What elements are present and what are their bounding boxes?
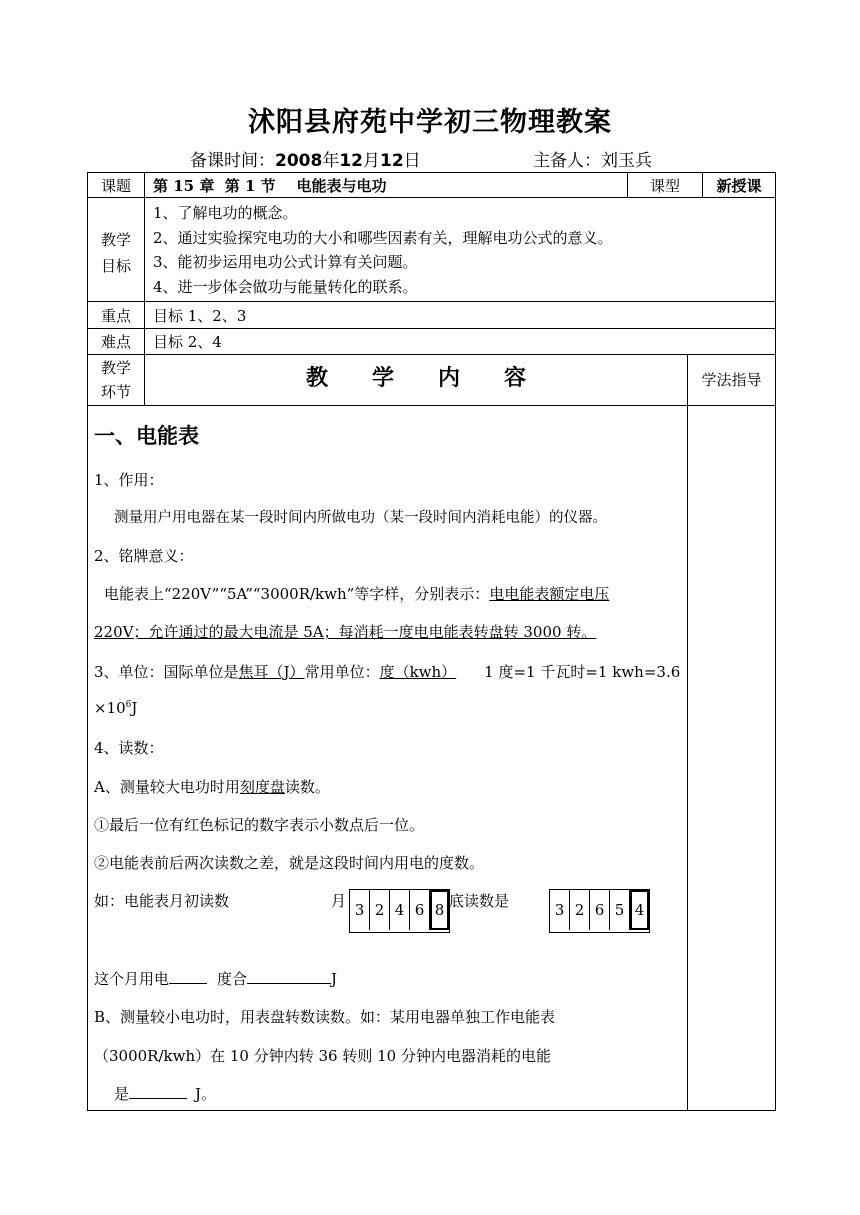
text-run: ×10 [94, 699, 126, 717]
content-header: 教 学 内 容 [305, 366, 526, 391]
prep-month: 12 [339, 151, 363, 171]
meter-digit: 2 [370, 890, 390, 930]
meter-digit: 2 [570, 890, 590, 930]
topic-label: 课题 [100, 177, 131, 195]
answer-blank [169, 983, 207, 984]
meter-reading-start [349, 889, 450, 933]
stage-label [88, 356, 144, 404]
meter-digit: 3 [350, 890, 370, 930]
underlined-answer: 刻度盘 [239, 778, 285, 796]
prep-time [190, 146, 421, 171]
meter-reading-end [549, 889, 650, 933]
page-title: 沭阳县府苑中学初三物理教案 [248, 107, 612, 138]
content-paragraph [94, 661, 680, 682]
meter-digit: 6 [590, 890, 610, 930]
type-label: 课型 [649, 177, 680, 195]
prep-year: 2008 [275, 151, 323, 171]
text-run: J [331, 970, 338, 988]
underlined-answer: 焦耳（J） [238, 663, 305, 681]
text-run: 3、单位：国际单位是 [94, 663, 239, 681]
answer-blank [247, 983, 331, 984]
table-rule [87, 328, 776, 329]
method-header: 学法指导 [701, 371, 762, 389]
table-rule [687, 354, 688, 1111]
text-run: 常用单位： [304, 663, 380, 681]
exponent: 6 [125, 700, 132, 710]
meter-digit: 4 [390, 890, 410, 930]
text-run: 电能表上“220V”“5A”“3000R/kwh”等字样，分别表示： [104, 585, 490, 603]
content-paragraph [104, 583, 609, 604]
goal-item: 3、能初步运用电功公式计算有关问题。 [153, 253, 418, 271]
goal-item: 2、通过实验探究电功的大小和哪些因素有关，理解电功公式的意义。 [153, 228, 613, 247]
content-paragraph: 测量用户用电器在某一段时间内所做电功（某一段时间内消耗电能）的仪器。 [114, 510, 607, 526]
prep-year-char: 年 [322, 151, 340, 171]
content-paragraph: B、测量较小电功时，用表盘转数读数。如：某用电器单独工作电能表 [94, 1008, 556, 1026]
underlined-answer: 电电能表额定电压 [489, 585, 610, 603]
type-value: 新授课 [716, 177, 762, 195]
goals-label-line: 目标 [100, 257, 131, 275]
meter-digit: 6 [410, 890, 430, 930]
text-run: A、测量较大电功时用 [94, 778, 240, 796]
underlined-answer: 度（kwh） [379, 663, 457, 681]
text-run: J [131, 699, 138, 717]
content-paragraph: 4、读数： [94, 739, 164, 757]
content-paragraph: 2、铭牌意义： [94, 547, 194, 565]
section-title: 一、电能表 [94, 424, 199, 448]
table-rule [87, 405, 776, 406]
key-value: 目标 1、2、3 [153, 307, 247, 325]
content-paragraph: ①最后一位有红色标记的数字表示小数点后一位。 [94, 816, 425, 834]
difficult-label: 难点 [100, 333, 131, 351]
stage-label-line: 教学 [100, 359, 131, 377]
meter-digit: 5 [610, 890, 630, 930]
preparer: 主备人：刘玉兵 [533, 151, 652, 171]
content-paragraph: 底读数是 [449, 892, 510, 910]
meter-digit: 3 [550, 890, 570, 930]
stage-label-line: 环节 [100, 383, 131, 401]
content-paragraph: （3000R/kwh）在 10 分钟内转 36 转则 10 分钟内电器消耗的电能 [94, 1047, 551, 1065]
prep-day-char: 日 [403, 151, 421, 171]
text-run: 1 度=1 千瓦时=1 kwh=3.6 [484, 663, 681, 681]
key-label: 重点 [100, 307, 131, 325]
content-paragraph [94, 776, 330, 797]
content-paragraph: 如：电能表月初读数 [94, 892, 230, 910]
content-paragraph: ②电能表前后两次读数之差，就是这段时间内用电的度数。 [94, 854, 485, 872]
topic-value: 第 15 章 第 1 节 电能表与电功 [153, 177, 387, 195]
text-run: 这个月用电 [94, 970, 170, 988]
goal-item: 1、了解电功的概念。 [153, 204, 298, 222]
text-run: J。 [195, 1085, 217, 1103]
content-paragraph [94, 968, 337, 989]
table-rule [87, 354, 776, 355]
table-rule [87, 301, 776, 302]
answer-blank [129, 1098, 187, 1099]
prep-time-label: 备课时间： [190, 151, 275, 171]
goals-list [153, 201, 613, 299]
text-run: 度合 [217, 970, 248, 988]
content-paragraph: 月 [331, 892, 347, 910]
content-paragraph: 1、作用： [94, 471, 164, 489]
text-run: 读数。 [284, 778, 330, 796]
prep-month-char: 月 [363, 151, 380, 171]
meter-digit-decimal: 8 [430, 890, 449, 930]
meter-digit-decimal: 4 [630, 890, 649, 930]
text-run: 是 [114, 1085, 130, 1103]
content-paragraph [94, 699, 137, 717]
difficult-value: 目标 2、4 [153, 333, 222, 351]
prep-day: 12 [380, 151, 404, 171]
goals-label [88, 227, 144, 279]
content-paragraph [94, 621, 596, 642]
goals-label-line: 教学 [100, 231, 131, 249]
content-paragraph [114, 1083, 216, 1104]
goal-item: 4、进一步体会做功与能量转化的联系。 [153, 277, 418, 296]
underlined-answer: 220V；允许通过的最大电流是 5A；每消耗一度电电能表转盘转 3000 转。 [94, 623, 597, 641]
